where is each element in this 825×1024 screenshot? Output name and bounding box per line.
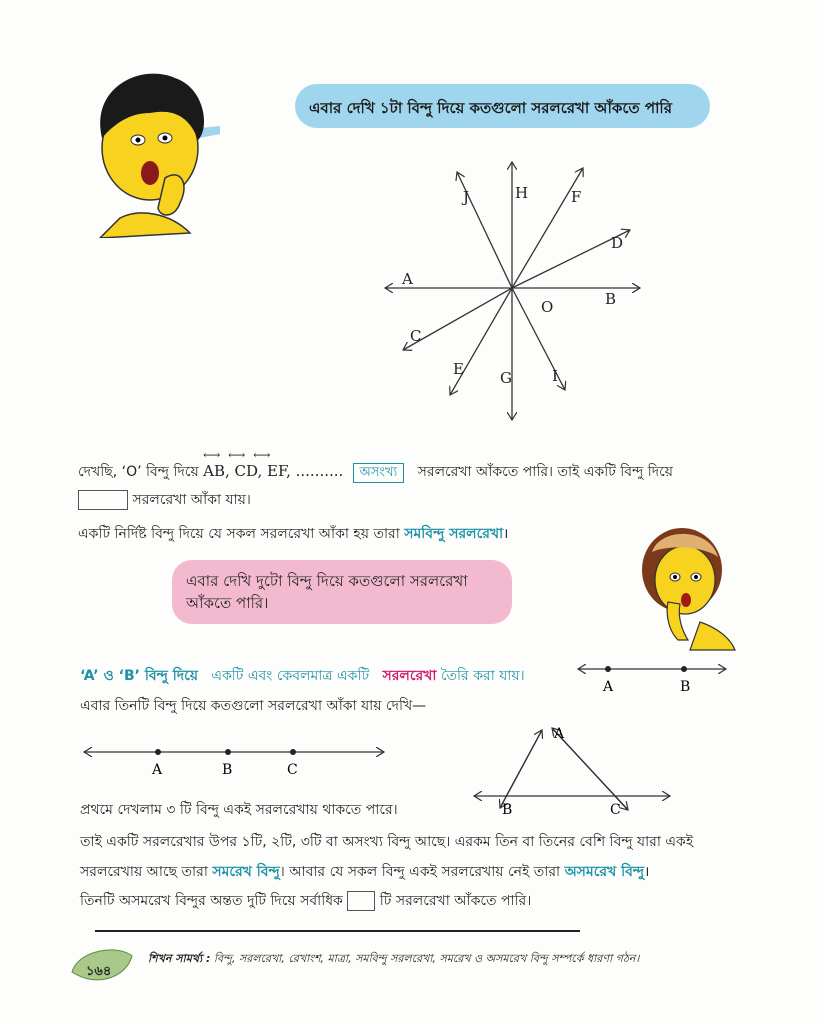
leaf-page-badge [68,944,136,990]
blank-box[interactable] [78,490,128,510]
collinear-label-c: C [287,762,298,778]
paragraph-2 [78,522,508,546]
paragraph-1-line-2 [78,488,251,512]
label-J: J [463,188,470,206]
term-concurrent-lines: সমবিন্দু সরলরেখা [404,526,504,542]
term-collinear-points: সমরেখ বিন্দু [212,864,280,880]
paragraph-4-line-3 [80,889,531,913]
para2-end: । [503,526,509,542]
speech-bubble-girl [172,560,512,624]
concurrent-lines-diagram [375,150,655,430]
paragraph-1-line-1 [78,448,674,484]
label-A: A [402,270,413,288]
three-points-intro: এবার তিনটি বিন্দু দিয়ে কতগুলো সরলরেখা আঁকা যায় দেখি— [80,698,427,714]
label-D: D [611,234,624,252]
para1-lead: দেখছি, ‘O’ বিন্দু দিয়ে [78,464,199,480]
paragraph-3: প্রথমে দেখলাম ৩ টি বিন্দু একই সরলরেখায় থাকতে পারে। [80,802,398,818]
paragraph-4-line-1: তাই একটি সরলরেখার উপর ১টি, ২টি, ৩টি বা অসংখ্য বিন্দু আছে। এরকম তিন বা তিনের বেশি বিন্দু যারা একই [80,834,694,850]
girl-illustration [630,522,740,652]
non-collinear-diagram [470,718,680,822]
term-non-collinear-points: অসমরেখ বিন্দু [564,864,645,880]
footer-text [148,950,639,969]
label-G: G [500,369,512,387]
line-ab-sentence [80,664,525,688]
label-B: B [605,290,617,308]
para4-l2c: । [644,864,650,880]
page-number: ১৬৪ [86,964,112,979]
footer-label: শিখন সামর্থ্য : [148,952,211,965]
line-ab-part-a: ‘A’ ও ‘B’ বিন্দু দিয়ে [80,668,198,684]
label-C: C [410,327,422,345]
boy-illustration [80,68,220,238]
para4-l3a: তিনটি অসমরেখ বিন্দুর অন্তত দুটি দিয়ে সর্বাধিক [80,893,343,909]
para4-l2b: । আবার যে সকল বিন্দু একই সরলরেখায় নেই তারা [279,864,561,880]
triangle-label-c: C [610,802,621,818]
segments-text: AB, CD, EF, .......... [203,462,344,480]
term-straight-line: সরলরেখা [382,668,437,684]
label-F: F [571,188,582,206]
speech-bubble-boy [295,84,710,128]
line-ab-part-b: একটি এবং কেবলমাত্র একটি [211,668,370,684]
answer-box: অসংখ্য [353,463,405,483]
para1-line2: সরলরেখা আঁকা যায়। [132,492,251,508]
collinear-points-diagram [80,738,390,782]
line-ab-diagram [572,655,732,699]
para4-l3b: টি সরলরেখা আঁকতে পারি। [379,893,532,909]
label-E: E [453,360,464,378]
line-ab-label-b: B [680,679,691,695]
label-I: I [552,367,558,385]
line-ab-label-a: A [603,679,614,695]
line-arrows-icon: ⟷ ⟷ ⟷ [203,448,273,462]
footer-description: বিন্দু, সরলরেখা, রেখাংশ, মাত্রা, সমবিন্দু সরলরেখা, সমরেখ ও অসমরেখ বিন্দু সম্পর্কে ধারণা গঠন। [213,952,640,965]
blank-box-2[interactable] [347,891,375,911]
segment-list [203,448,348,480]
line-ab-part-c: তৈরি করা যায়। [440,668,525,684]
label-H: H [515,184,529,202]
triangle-label-a: A [554,726,565,742]
collinear-label-b: B [222,762,233,778]
para1-rest: সরলরেখা আঁকতে পারি। তাই একটি বিন্দু দিয়ে [417,464,674,480]
bubble-text: এবার দেখি ১টা বিন্দু দিয়ে কতগুলো সরলরেখা আঁকতে পারি [309,99,672,117]
collinear-label-a: A [152,762,163,778]
paragraph-4-line-2 [80,860,649,884]
para4-l2a: সরলরেখায় আছে তারা [80,864,208,880]
para2-text: একটি নির্দিষ্ট বিন্দু দিয়ে যে সকল সরলরেখা আঁকা হয় তারা [78,526,400,542]
footer-rule [95,930,580,932]
bubble2-text: এবার দেখি দুটো বিন্দু দিয়ে কতগুলো সরলরেখা আঁকতে পারি। [186,572,468,612]
triangle-label-b: B [502,802,513,818]
label-O: O [541,298,554,316]
